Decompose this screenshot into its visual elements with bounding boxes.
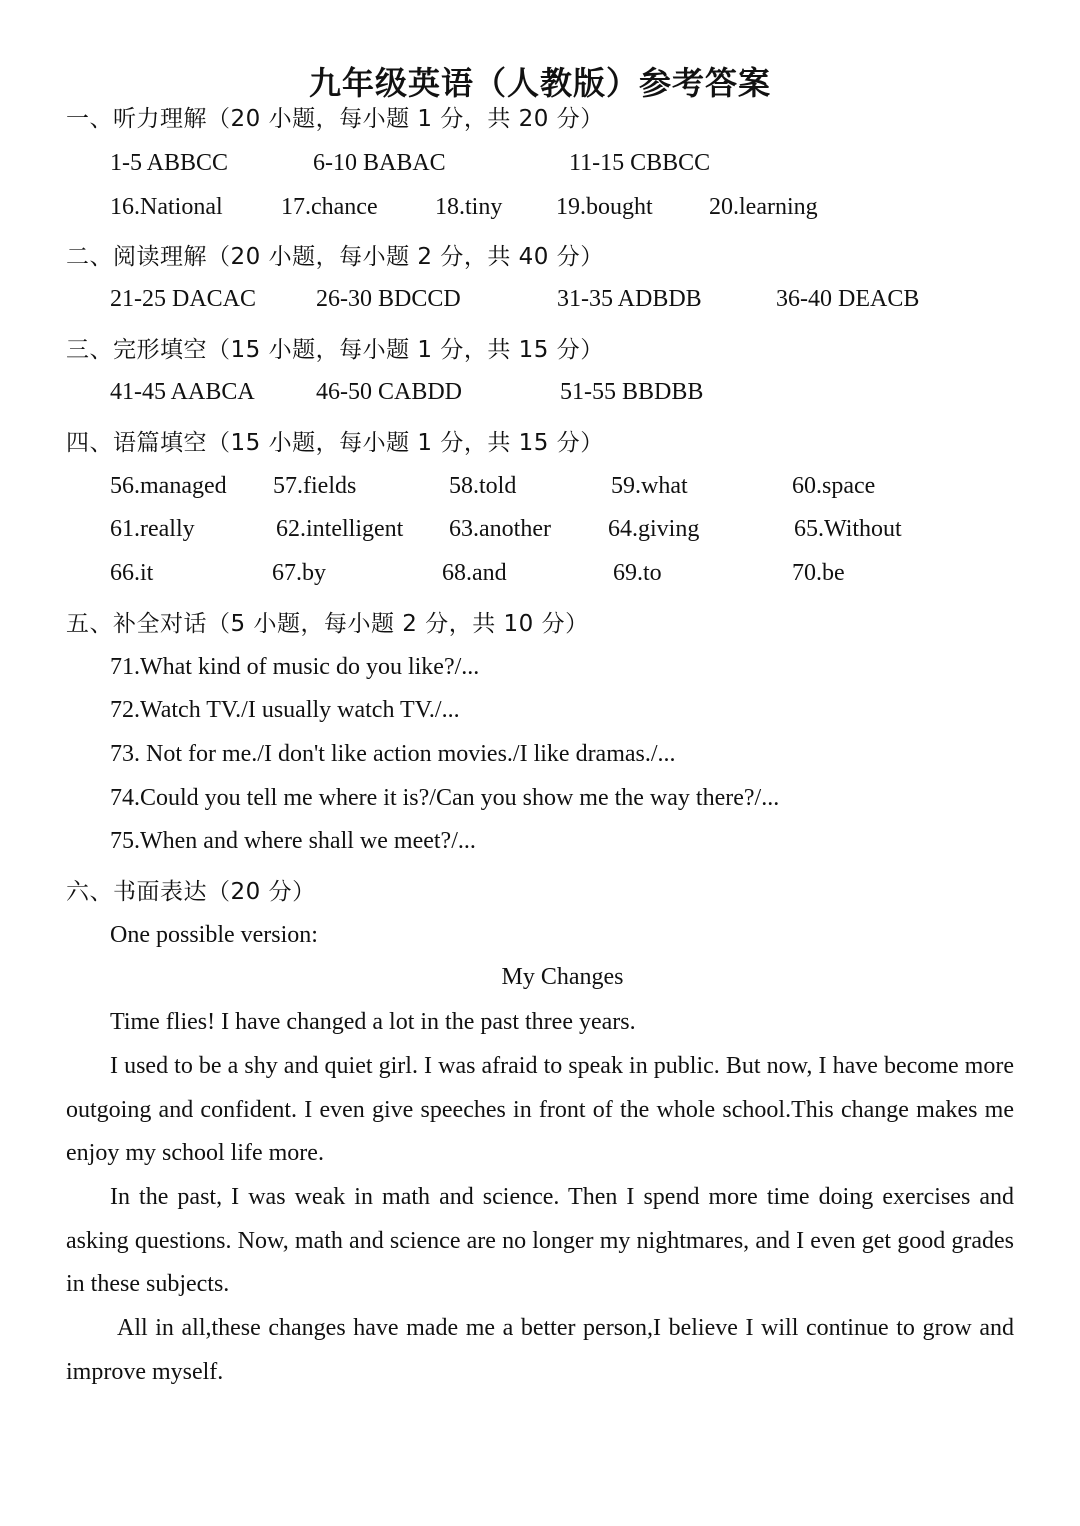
answer-cell: 56.managed xyxy=(110,473,227,499)
answer-cell: 41-45 AABCA xyxy=(110,379,255,405)
answer-cell: 63.another xyxy=(449,516,551,542)
answer-cell: 66.it xyxy=(110,560,154,586)
answer-cell: 17.chance xyxy=(281,194,378,220)
answer-cell: 65.Without xyxy=(794,516,902,542)
essay-title: My Changes xyxy=(501,964,624,990)
answer-cell: 59.what xyxy=(611,473,688,499)
answer-cell: 62.intelligent xyxy=(276,516,404,542)
answer-cell: 20.learning xyxy=(709,194,818,220)
essay-intro: One possible version: xyxy=(110,922,318,948)
section-2-heading: 二、阅读理解（20 小题，每小题 2 分，共 40 分） xyxy=(66,244,604,270)
dialogue-answer: 73. Not for me./I don't like action movies./I like dramas./... xyxy=(110,741,676,767)
dialogue-answer: 75.When and where shall we meet?/... xyxy=(110,828,476,854)
answer-cell: 51-55 BBDBB xyxy=(560,379,704,405)
answer-cell: 46-50 CABDD xyxy=(316,379,463,405)
section-4-heading: 四、语篇填空（15 小题，每小题 1 分，共 15 分） xyxy=(66,430,604,456)
answer-cell: 26-30 BDCCD xyxy=(316,286,461,312)
answer-cell: 36-40 DEACB xyxy=(776,286,920,312)
answer-cell: 6-10 BABAC xyxy=(313,150,446,176)
answer-cell: 18.tiny xyxy=(435,194,503,220)
section-3-heading: 三、完形填空（15 小题，每小题 1 分，共 15 分） xyxy=(66,337,604,363)
section-5-heading: 五、补全对话（5 小题，每小题 2 分，共 10 分） xyxy=(66,611,589,637)
essay-paragraph: All in all,these changes have made me a better person,I believe I will continue to grow and improve myself. xyxy=(66,1315,1014,1385)
answer-cell: 19.bought xyxy=(556,194,653,220)
answer-cell: 1-5 ABBCC xyxy=(110,150,229,176)
section-6-heading: 六、书面表达（20 分） xyxy=(66,879,316,905)
dialogue-answer: 71.What kind of music do you like?/... xyxy=(110,654,480,680)
answer-cell: 68.and xyxy=(442,560,507,586)
answer-cell: 16.National xyxy=(110,194,223,220)
section-1-heading: 一、听力理解（20 小题，每小题 1 分，共 20 分） xyxy=(66,106,604,132)
answer-cell: 69.to xyxy=(613,560,662,586)
answer-cell: 31-35 ADBDB xyxy=(557,286,702,312)
answer-cell: 70.be xyxy=(792,560,845,586)
essay-paragraph: In the past, I was weak in math and science. Then I spend more time doing exercises and asking questions. Now, math and science are no longer my nightmares, and I even get good grades in these subjects. xyxy=(66,1184,1014,1298)
answer-cell: 64.giving xyxy=(608,516,700,542)
essay-paragraph: Time flies! I have changed a lot in the past three years. xyxy=(110,1009,636,1035)
answer-cell: 60.space xyxy=(792,473,876,499)
answer-cell: 67.by xyxy=(272,560,326,586)
dialogue-answer: 74.Could you tell me where it is?/Can you show me the way there?/... xyxy=(110,785,780,811)
dialogue-answer: 72.Watch TV./I usually watch TV./... xyxy=(110,697,460,723)
answer-cell: 11-15 CBBCC xyxy=(569,150,711,176)
answer-cell: 58.told xyxy=(449,473,517,499)
essay-paragraph: I used to be a shy and quiet girl. I was afraid to speak in public. But now, I have become more outgoing and confident. I even give speeches in front of the whole school.This change makes me enjoy my school life more. xyxy=(66,1053,1014,1167)
answer-cell: 61.really xyxy=(110,516,195,542)
answer-cell: 21-25 DACAC xyxy=(110,286,257,312)
page-title: 九年级英语（人教版）参考答案 xyxy=(308,64,771,102)
answer-cell: 57.fields xyxy=(273,473,357,499)
